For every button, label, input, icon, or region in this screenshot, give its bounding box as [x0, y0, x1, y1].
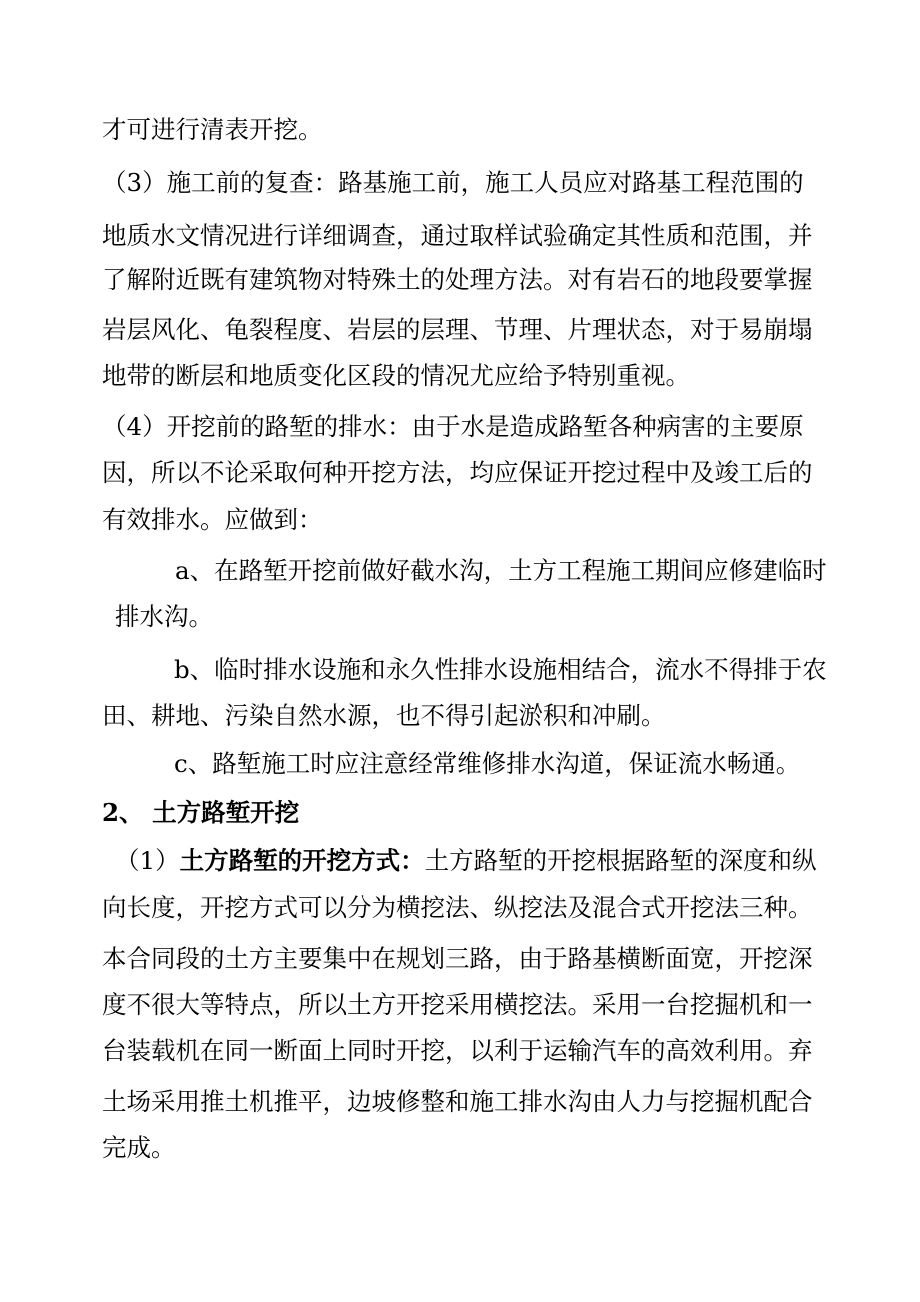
text-line: a、在路堑开挖前做好截水沟，土方工程施工期间应修建临时: [175, 556, 827, 585]
text-line: 本合同段的土方主要集中在规划三路，由于路基横断面宽，开挖深: [102, 944, 813, 973]
text-line: 才可进行清表开挖。: [102, 115, 323, 144]
item-text: 土方路堑的开挖根据路堑的深度和纵: [424, 846, 817, 875]
text-line: 地带的断层和地质变化区段的情况尤应给予特别重视。: [102, 361, 690, 390]
text-line: 台装载机在同一断面上同时开挖，以利于运输汽车的高效利用。弃: [102, 1036, 813, 1065]
text-line: 完成。: [102, 1133, 176, 1162]
text-line: （3）施工前的复查：路基施工前，施工人员应对路基工程范围的: [102, 168, 804, 197]
item-number: （1）: [115, 846, 180, 875]
item-heading: 土方路堑的开挖方式：: [179, 846, 425, 875]
section-heading: 2、 土方路堑开挖: [102, 798, 300, 827]
text-line: 有效排水。应做到：: [102, 505, 323, 534]
text-line: 田、耕地、污染自然水源，也不得引起淤积和冲刷。: [102, 701, 666, 730]
text-line: 岩层风化、龟裂程度、岩层的层理、节理、片理状态，对于易崩塌: [102, 315, 813, 344]
text-line: （4）开挖前的路堑的排水：由于水是造成路堑各种病害的主要原: [102, 412, 804, 441]
text-line: 度不很大等特点，所以土方开挖采用横挖法。采用一台挖掘机和一: [102, 990, 813, 1019]
text-line: b、临时排水设施和永久性排水设施相结合，流水不得排于农: [174, 655, 827, 684]
text-line: 地质水文情况进行详细调查，通过取样试验确定其性质和范围，并: [102, 221, 813, 250]
text-line: 了解附近既有建筑物对特殊土的处理方法。对有岩石的地段要掌握: [102, 265, 813, 294]
text-line: 向长度，开挖方式可以分为横挖法、纵挖法及混合式开挖法三种。: [102, 893, 813, 922]
text-line: [115, 845, 817, 877]
text-line: c、路堑施工时应注意经常维修排水沟道，保证流水畅通。: [174, 749, 801, 778]
text-line: 土场采用推土机推平，边坡修整和施工排水沟由人力与挖掘机配合: [102, 1087, 813, 1116]
text-line: 排水沟。: [115, 602, 213, 631]
text-line: 因，所以不论采取何种开挖方法，均应保证开挖过程中及竣工后的: [102, 458, 813, 487]
